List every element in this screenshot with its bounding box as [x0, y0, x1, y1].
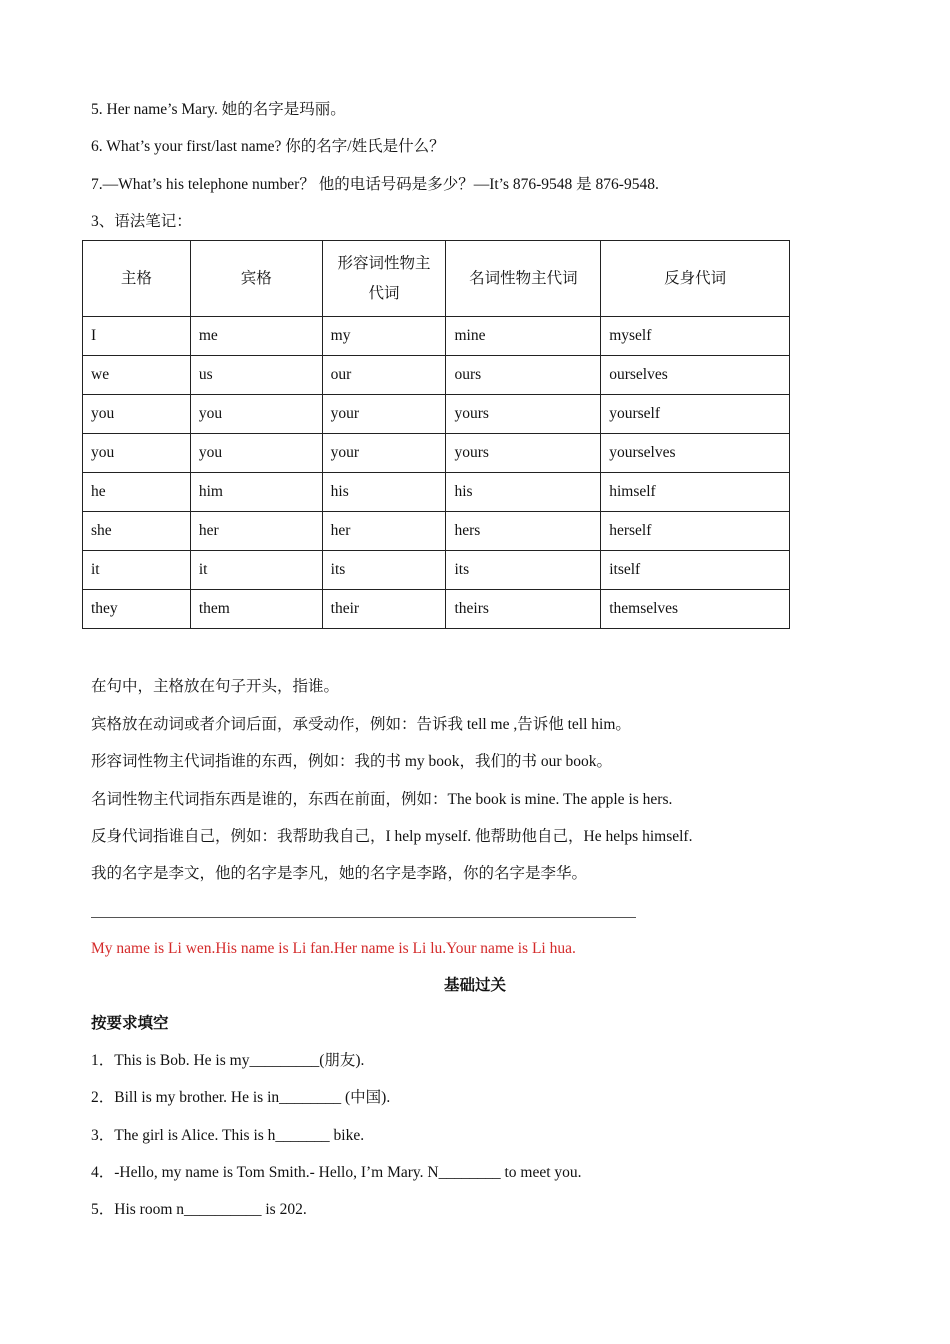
table-cell: it	[190, 551, 322, 590]
table-cell: himself	[601, 473, 790, 512]
table-cell: ourselves	[601, 356, 790, 395]
table-cell: herself	[601, 512, 790, 551]
table-cell: his	[322, 473, 446, 512]
pronoun-table	[82, 240, 790, 629]
table-cell: you	[190, 395, 322, 434]
table-cell: us	[190, 356, 322, 395]
table-cell: you	[83, 434, 191, 473]
header-subject: 主格	[83, 241, 191, 317]
table-cell: themselves	[601, 590, 790, 629]
table-row	[83, 473, 790, 512]
intro-line-5: 5. Her name’s Mary. 她的名字是玛丽。	[91, 101, 346, 118]
table-cell: yours	[446, 395, 601, 434]
table-cell: they	[83, 590, 191, 629]
table-cell: them	[190, 590, 322, 629]
header-adj-part2: 代词	[368, 284, 400, 302]
exercise-1: 1．This is Bob. He is my_________(朋友).	[91, 1052, 365, 1069]
exercise-4: 4．-Hello, my name is Tom Smith.- Hello, I’m Mary. N________ to meet you.	[91, 1164, 582, 1181]
table-cell: yours	[446, 434, 601, 473]
intro-line-6: 6. What’s your first/last name? 你的名字/姓氏是什么？	[91, 138, 445, 155]
exercise-heading: 按要求填空	[91, 1015, 169, 1032]
answer-text: My name is Li wen.His name is Li fan.Her name is Li lu.Your name is Li hua.	[91, 940, 576, 957]
table-cell: your	[322, 434, 446, 473]
table-cell: theirs	[446, 590, 601, 629]
header-object: 宾格	[190, 241, 322, 317]
answer-underline	[91, 917, 636, 918]
table-cell: our	[322, 356, 446, 395]
table-cell: their	[322, 590, 446, 629]
table-cell: him	[190, 473, 322, 512]
table-cell: we	[83, 356, 191, 395]
table-row	[83, 590, 790, 629]
table-cell: her	[190, 512, 322, 551]
table-row	[83, 434, 790, 473]
table-cell: its	[446, 551, 601, 590]
table-row	[83, 317, 790, 356]
table-row	[83, 551, 790, 590]
table-cell: mine	[446, 317, 601, 356]
table-cell: its	[322, 551, 446, 590]
header-reflexive: 反身代词	[601, 241, 790, 317]
table-cell: you	[190, 434, 322, 473]
note-line-2: 宾格放在动词或者介词后面，承受动作，例如：告诉我 tell me ,告诉他 tell him。	[91, 716, 631, 733]
table-cell: yourself	[601, 395, 790, 434]
table-cell: I	[83, 317, 191, 356]
table-cell: it	[83, 551, 191, 590]
table-cell: his	[446, 473, 601, 512]
header-adjective-possessive	[322, 241, 446, 317]
note-line-6: 我的名字是李文，他的名字是李凡，她的名字是李路，你的名字是李华。	[91, 865, 588, 882]
table-cell: she	[83, 512, 191, 551]
header-adj-part1: 形容词性物主	[337, 254, 431, 272]
table-row	[83, 395, 790, 434]
note-line-3: 形容词性物主代词指谁的东西，例如：我的书 my book，我们的书 our book。	[91, 753, 612, 770]
table-cell: me	[190, 317, 322, 356]
intro-line-7: 7.—What’s his telephone number？ 他的电话号码是多少？—It’s 876-9548 是 876-9548.	[91, 176, 659, 193]
table-cell: hers	[446, 512, 601, 551]
table-row	[83, 356, 790, 395]
exercise-3: 3．The girl is Alice. This is h_______ bike.	[91, 1127, 365, 1144]
table-cell: her	[322, 512, 446, 551]
note-line-4: 名词性物主代词指东西是谁的，东西在前面，例如：The book is mine. The apple is hers.	[91, 791, 673, 808]
table-cell: your	[322, 395, 446, 434]
table-cell: you	[83, 395, 191, 434]
table-row	[83, 512, 790, 551]
note-line-1: 在句中，主格放在句子开头，指谁。	[91, 678, 340, 695]
table-cell: he	[83, 473, 191, 512]
table-cell: myself	[601, 317, 790, 356]
table-cell: itself	[601, 551, 790, 590]
header-noun-possessive: 名词性物主代词	[446, 241, 601, 317]
table-cell: my	[322, 317, 446, 356]
section-title: 基础过关	[443, 977, 506, 994]
note-line-5: 反身代词指谁自己，例如：我帮助我自己，I help myself. 他帮助他自己，He helps himself.	[91, 828, 693, 845]
exercise-5: 5．His room n__________ is 202.	[91, 1201, 307, 1218]
exercise-2: 2．Bill is my brother. He is in________ (中国).	[91, 1089, 391, 1106]
table-header-row	[83, 241, 790, 317]
table-cell: yourselves	[601, 434, 790, 473]
table-cell: ours	[446, 356, 601, 395]
grammar-notes-heading: 3、语法笔记：	[91, 213, 192, 230]
